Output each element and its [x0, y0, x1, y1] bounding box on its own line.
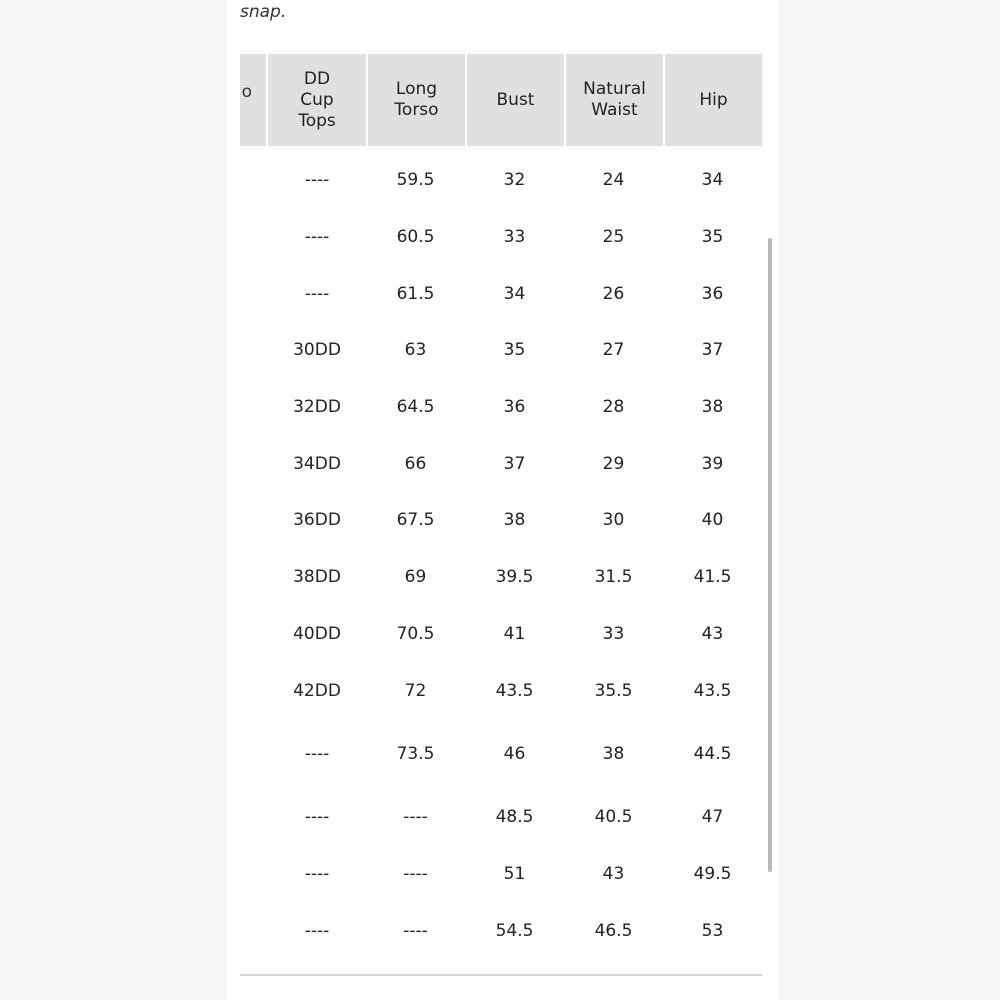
table-cell: 49.5 [693, 863, 732, 884]
table-row [268, 549, 762, 606]
table-cell: ---- [403, 863, 428, 884]
table-cell: ---- [304, 863, 330, 884]
header-label-line: Hip [699, 89, 728, 110]
table-cell: 59.5 [396, 170, 435, 191]
table-cell: 34 [503, 283, 526, 304]
table-cell: ---- [304, 743, 330, 764]
table-cell: 44.5 [693, 743, 732, 764]
table-cell: 35 [503, 340, 526, 361]
table-cell: 32DD [293, 397, 341, 418]
header-label-line: Tops [298, 110, 336, 131]
table-cell: 69 [404, 567, 427, 588]
table-row [268, 322, 762, 379]
table-cell: 33 [503, 227, 526, 248]
table-row [268, 492, 762, 549]
table-cell: 47 [701, 807, 724, 828]
table-cell: 67.5 [396, 510, 435, 531]
table-cell: 51 [503, 863, 526, 884]
table-cell: 60.5 [396, 227, 435, 248]
header-label-line: DD [303, 68, 331, 89]
table-cell: 28 [602, 397, 625, 418]
table-cell: 41 [503, 623, 526, 644]
table-cell: 27 [602, 340, 625, 361]
table-bottom-divider [240, 974, 762, 976]
table-row [268, 719, 762, 789]
table-row [268, 209, 762, 266]
table-cell: 31.5 [594, 567, 633, 588]
table-cell: 33 [602, 623, 625, 644]
table-cell: 39.5 [495, 567, 534, 588]
header-label-line: Waist [591, 100, 638, 120]
table-cell: 30 [602, 510, 625, 531]
size-chart-table [268, 54, 762, 959]
table-cell: 37 [701, 340, 724, 361]
table-row [268, 662, 762, 719]
table-cell: 61.5 [396, 283, 435, 304]
table-row [268, 265, 762, 322]
table-row [268, 846, 762, 903]
table-cell: 38 [503, 510, 526, 531]
table-cell: ---- [304, 920, 330, 941]
table-row [268, 606, 762, 663]
table-cell: 72 [404, 680, 427, 701]
header-bust [465, 54, 564, 146]
table-cell: 48.5 [495, 807, 534, 828]
table-cell: ---- [304, 807, 330, 828]
header-label-line: Bust [496, 89, 535, 110]
table-cell: 25 [602, 227, 625, 248]
header-dd-cup-tops [268, 54, 366, 146]
table-cell: 30DD [293, 340, 341, 361]
table-cell: 53 [701, 920, 724, 941]
table-cell: 34DD [293, 453, 341, 474]
table-row [268, 379, 762, 436]
table-cell: 34 [701, 170, 724, 191]
table-row [268, 902, 762, 959]
header-hip [663, 54, 762, 146]
table-cell: 70.5 [396, 623, 435, 644]
partial-header-cell [240, 54, 266, 146]
table-cell: ---- [403, 920, 428, 941]
table-cell: 40DD [293, 623, 341, 644]
table-row [268, 435, 762, 492]
header-label-line: Long [395, 79, 438, 99]
table-cell: ---- [304, 170, 330, 191]
table-cell: 46.5 [594, 920, 633, 941]
table-cell: 39 [701, 453, 724, 474]
table-cell: 29 [602, 453, 625, 474]
table-cell: 43 [602, 863, 625, 884]
table-cell: 35.5 [594, 680, 633, 701]
table-cell: 26 [602, 283, 625, 304]
table-body [268, 146, 762, 959]
table-cell: ---- [304, 227, 330, 248]
table-cell: 35 [701, 227, 724, 248]
table-header-row [268, 54, 762, 146]
table-cell: 66 [404, 453, 427, 474]
table-cell: 37 [503, 453, 526, 474]
table-cell: 32 [503, 170, 526, 191]
table-cell: 40 [701, 510, 724, 531]
table-cell: 36 [503, 397, 526, 418]
table-cell: 73.5 [396, 743, 435, 764]
table-cell: 36DD [293, 510, 341, 531]
table-cell: 43 [701, 623, 724, 644]
table-cell: 38 [701, 397, 724, 418]
header-long-torso [366, 54, 465, 146]
header-label-line: Cup [300, 89, 334, 110]
table-row [268, 146, 762, 209]
table-cell: 41.5 [693, 567, 732, 588]
table-cell: 24 [602, 170, 625, 191]
header-label-line: Torso [394, 100, 439, 120]
table-row [268, 789, 762, 846]
table-cell: 40.5 [594, 807, 633, 828]
table-cell: 43.5 [495, 680, 534, 701]
table-cell: 63 [404, 340, 427, 361]
table-cell: 43.5 [693, 680, 732, 701]
table-cell: 54.5 [495, 920, 534, 941]
table-cell: 46 [503, 743, 526, 764]
partial-header-text: o [241, 82, 252, 102]
intro-text: snap. [240, 2, 287, 22]
size-chart-table-container[interactable] [240, 54, 762, 964]
header-label-line: Natural [583, 79, 646, 99]
table-cell: 36 [701, 283, 724, 304]
table-cell: ---- [304, 283, 330, 304]
table-cell: ---- [403, 807, 428, 828]
table-cell: 42DD [293, 680, 341, 701]
vertical-scrollbar[interactable] [768, 238, 772, 872]
header-natural-waist [564, 54, 663, 146]
table-cell: 38 [602, 743, 625, 764]
table-cell: 38DD [293, 567, 341, 588]
table-cell: 64.5 [396, 397, 435, 418]
